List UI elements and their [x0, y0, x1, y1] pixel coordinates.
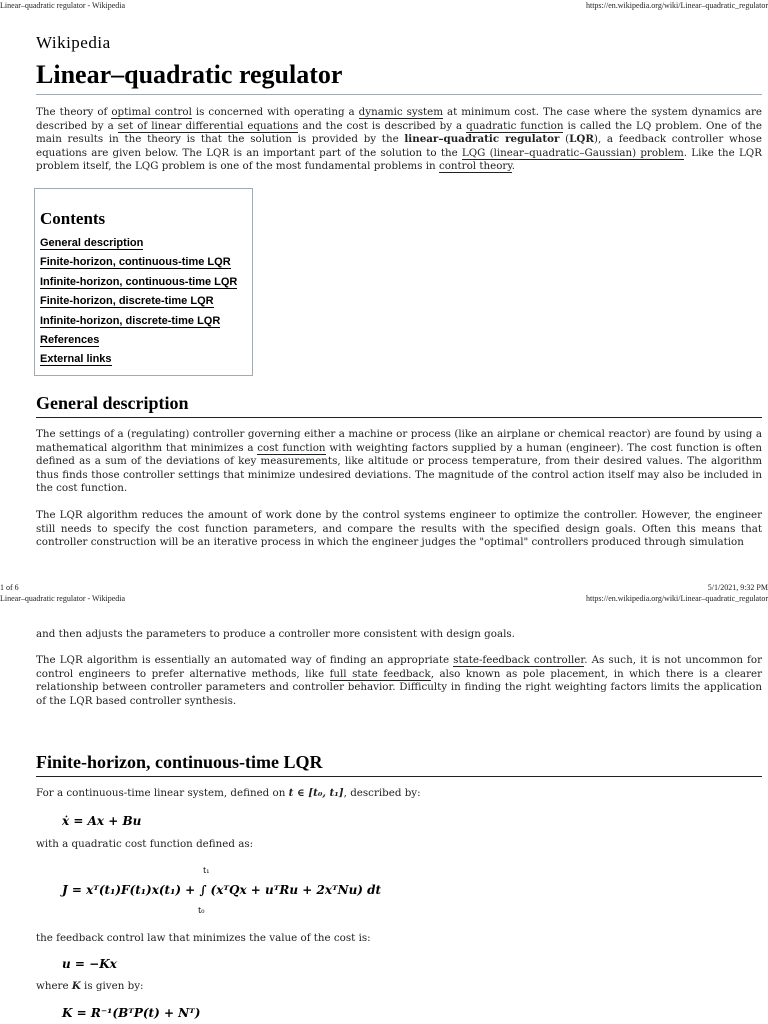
link-linear-differential-equations[interactable]: set of linear differential equations: [117, 119, 299, 132]
intro-paragraph: The theory of optimal control is concerned with operating a dynamic system at minimum cost. The case where the system dynamics are described by a set of linear differential equations and the cost is described by a quadratic function is called the LQ problem. One of the main results in the theory is that the solution is provided by the linear–quadratic regulator (LQR), a feedback controller whose equations are given below. The LQR is an important part of the solution to the LQG (linear–quadratic–Gaussian) problem. Like the LQR problem itself, the LQG problem is one of the most fundamental problems in control theory.: [36, 106, 762, 173]
equation-cost-function: J = xᵀ(t₁)F(t₁)x(t₁) + ∫ (xᵀQx + uᵀRu + 2xᵀNu) dt: [62, 883, 382, 897]
print-header-url-2: https://en.wikipedia.org/wiki/Linear–quadratic_regulator: [585, 594, 768, 603]
print-header-url: https://en.wikipedia.org/wiki/Linear–quadratic_regulator: [585, 1, 768, 10]
toc-item-infinite-continuous[interactable]: Infinite-horizon, continuous-time LQR: [40, 275, 238, 288]
finite-paragraph-4: where K is given by:: [36, 980, 144, 992]
equation-gain: K = R⁻¹(BᵀP(t) + Nᵀ): [62, 1006, 201, 1020]
toc-item-finite-continuous[interactable]: Finite-horizon, continuous-time LQR: [40, 256, 231, 269]
toc-item-references[interactable]: References: [40, 333, 100, 346]
math-k: K: [71, 980, 81, 992]
link-control-theory[interactable]: control theory: [438, 160, 512, 173]
finite-paragraph-3: the feedback control law that minimizes the value of the cost is:: [36, 932, 371, 944]
print-footer-page: 1 of 6: [0, 583, 19, 592]
general-paragraph-2-continued: and then adjusts the parameters to produce a controller more consistent with design goals.: [36, 628, 515, 640]
link-full-state-feedback[interactable]: full state feedback: [329, 667, 431, 680]
link-quadratic-function[interactable]: quadratic function: [466, 119, 564, 132]
link-lqg-problem[interactable]: LQG (linear–quadratic–Gaussian) problem: [461, 146, 684, 159]
general-paragraph-1: The settings of a (regulating) controller governing either a machine or process (like an airplane or chemical reactor) are found by using a mathematical algorithm that minimizes a cost function with weighting factors supplied by a human (engineer). The cost function is often defined as a sum of the deviations of key measurements, like altitude or process temperature, from their desired values. The algorithm thus finds those controller settings that minimize undesired deviations. The magnitude of the control action itself may also be included in the cost function.: [36, 428, 762, 495]
finite-paragraph-1: For a continuous-time linear system, defined on t ∈ [t₀, t₁], described by:: [36, 787, 421, 799]
integral-upper-limit: t₁: [203, 866, 210, 875]
page-title: Linear–quadratic regulator: [36, 60, 762, 95]
wikipedia-logo[interactable]: Wikipedia: [36, 33, 111, 52]
equation-control-law: u = −Kx: [62, 957, 117, 971]
finite-paragraph-2: with a quadratic cost function defined as:: [36, 838, 254, 850]
equation-system: ẋ = Ax + Bu: [62, 814, 142, 828]
general-paragraph-3: The LQR algorithm is essentially an automated way of finding an appropriate state-feedback controller. As such, it is not uncommon for control engineers to prefer alternative methods, like full state feedback, also known as pole placement, in which there is a clearer relationship between controller parameters and controller behavior. Difficulty in finding the right weighting factors limits the application of the LQR based controller synthesis.: [36, 654, 763, 707]
print-footer-date: 5/1/2021, 9:32 PM: [707, 583, 768, 592]
toc-item-infinite-discrete[interactable]: Infinite-horizon, discrete-time LQR: [40, 314, 221, 327]
heading-finite-horizon: Finite-horizon, continuous-time LQR: [36, 752, 762, 777]
table-of-contents: [34, 188, 253, 376]
link-dynamic-system[interactable]: dynamic system: [358, 106, 444, 118]
math-time-interval: t ∈ [t₀, t₁]: [288, 787, 344, 799]
print-header-title-2: Linear–quadratic regulator - Wikipedia: [0, 594, 126, 603]
link-cost-function[interactable]: cost function: [257, 441, 326, 454]
general-paragraph-2: The LQR algorithm reduces the amount of work done by the control systems engineer to optimize the controller. However, the engineer still needs to specify the cost function parameters, and compare the results with the specified design goals. Often this means that controller construction will be an iterative process in which the engineer judges the "optimal" controllers produced through simulation: [36, 509, 762, 549]
link-state-feedback-controller[interactable]: state-feedback controller: [453, 654, 585, 666]
print-header-title: Linear–quadratic regulator - Wikipedia: [0, 1, 126, 10]
toc-title: Contents: [40, 209, 106, 228]
toc-item-general-description[interactable]: General description: [40, 237, 144, 249]
toc-item-finite-discrete[interactable]: Finite-horizon, discrete-time LQR: [40, 295, 214, 308]
toc-item-external-links[interactable]: External links: [40, 353, 112, 366]
link-optimal-control[interactable]: optimal control: [111, 106, 192, 118]
integral-lower-limit: t₀: [198, 906, 205, 915]
heading-general-description: General description: [36, 393, 762, 418]
